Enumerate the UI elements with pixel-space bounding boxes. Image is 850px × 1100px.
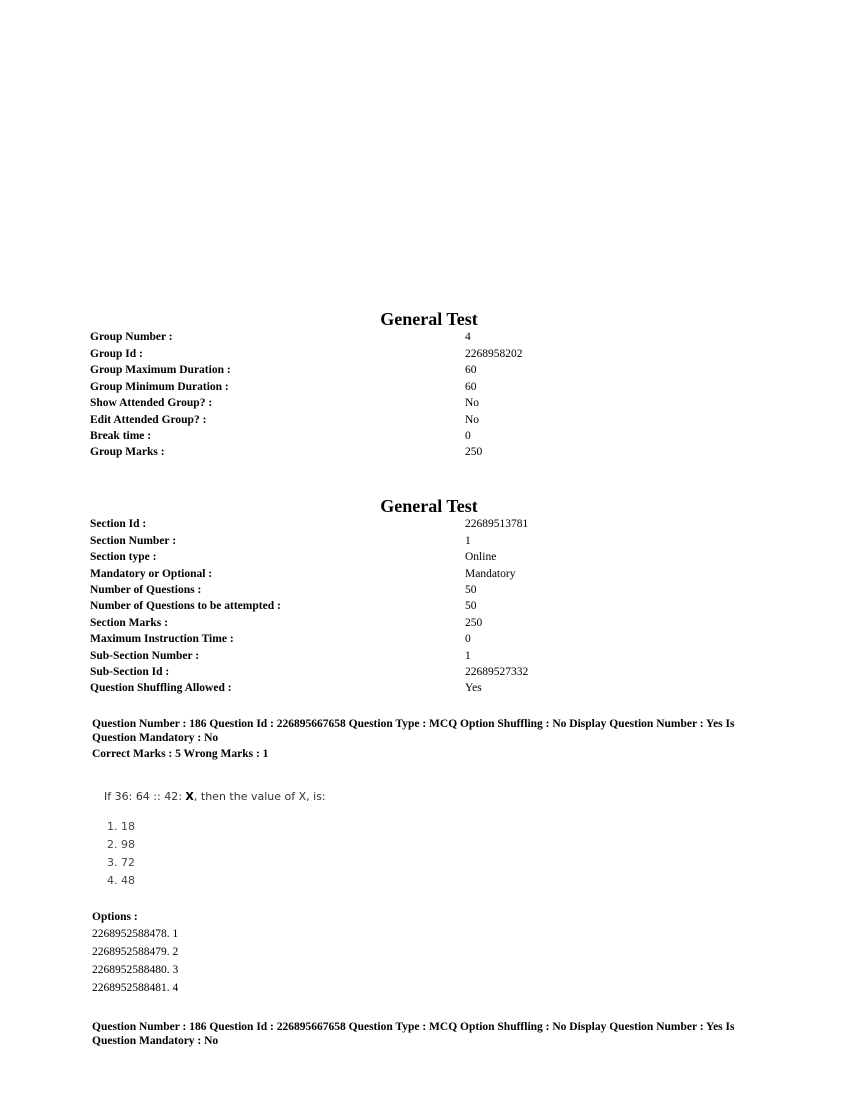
- group-max-duration-label: Group Maximum Duration :: [90, 364, 231, 376]
- break-time-value: 0: [465, 430, 471, 442]
- break-time-label: Break time :: [90, 430, 152, 442]
- group-id-row: [0, 348, 850, 364]
- group-marks-row: [0, 446, 850, 462]
- number-of-questions-label: Number of Questions :: [90, 584, 202, 596]
- max-instruction-time-label: Maximum Instruction Time :: [90, 633, 234, 645]
- number-of-questions-row: [0, 584, 850, 600]
- max-instruction-time-value: 0: [465, 633, 471, 645]
- group-max-duration-value: 60: [465, 364, 477, 376]
- group-min-duration-label: Group Minimum Duration :: [90, 381, 229, 393]
- section-marks-row: [0, 617, 850, 633]
- option-id-line: 2268952588478. 1: [92, 928, 179, 940]
- question-meta: Question Number : 186 Question Id : 226895667658 Question Type : MCQ Option Shuffling : No Display Question Number : Yes Is Question Mandatory : No: [92, 718, 735, 744]
- sub-section-id-row: [0, 666, 850, 682]
- questions-to-attempt-row: [0, 600, 850, 616]
- sub-section-number-label: Sub-Section Number :: [90, 650, 200, 662]
- group-id-label: Group Id :: [90, 348, 143, 360]
- option-id-line: 2268952588479. 2: [92, 946, 179, 958]
- sub-section-id-label: Sub-Section Id :: [90, 666, 170, 678]
- mandatory-optional-row: [0, 568, 850, 584]
- edit-attended-group-value: No: [465, 414, 480, 426]
- option-id-line: 2268952588480. 3: [92, 964, 179, 976]
- question-text: [104, 790, 326, 803]
- option-id-line: 2268952588481. 4: [92, 982, 179, 994]
- max-instruction-time-row: [0, 633, 850, 649]
- group-heading: General Test: [380, 309, 478, 329]
- sub-section-number-value: 1: [465, 650, 471, 662]
- show-attended-group-row: [0, 397, 850, 413]
- section-id-row: [0, 518, 850, 534]
- mandatory-optional-label: Mandatory or Optional :: [90, 568, 213, 580]
- section-marks-value: 250: [465, 617, 483, 629]
- group-max-duration-row: [0, 364, 850, 380]
- question-shuffling-row: [0, 682, 850, 698]
- sub-section-id-value: 22689527332: [465, 666, 529, 678]
- show-attended-group-value: No: [465, 397, 480, 409]
- break-time-row: [0, 430, 850, 446]
- question-text-after: , then the value of X, is:: [193, 790, 326, 803]
- question-choice: 2. 98: [107, 838, 135, 851]
- group-marks-label: Group Marks :: [90, 446, 165, 458]
- group-marks-value: 250: [465, 446, 483, 458]
- questions-to-attempt-label: Number of Questions to be attempted :: [90, 600, 281, 612]
- question-shuffling-label: Question Shuffling Allowed :: [90, 682, 232, 694]
- section-number-label: Section Number :: [90, 535, 177, 547]
- group-min-duration-value: 60: [465, 381, 477, 393]
- edit-attended-group-row: [0, 414, 850, 430]
- number-of-questions-value: 50: [465, 584, 477, 596]
- question-shuffling-value: Yes: [465, 682, 482, 694]
- question-choice: 3. 72: [107, 856, 135, 869]
- section-id-value: 22689513781: [465, 518, 529, 530]
- sub-section-number-row: [0, 650, 850, 666]
- group-number-label: Group Number :: [90, 331, 173, 343]
- question-choice: 4. 48: [107, 874, 135, 887]
- section-marks-label: Section Marks :: [90, 617, 168, 629]
- options-label: Options :: [92, 911, 138, 923]
- section-type-label: Section type :: [90, 551, 157, 563]
- section-type-value: Online: [465, 551, 497, 563]
- group-number-value: 4: [465, 331, 471, 343]
- section-heading: General Test: [380, 496, 478, 516]
- question-text-before: If 36: 64 :: 42:: [104, 790, 186, 803]
- questions-to-attempt-value: 50: [465, 600, 477, 612]
- question-choice: 1. 18: [107, 820, 135, 833]
- group-min-duration-row: [0, 381, 850, 397]
- group-id-value: 2268958202: [465, 348, 523, 360]
- section-type-row: [0, 551, 850, 567]
- question-variable: X: [185, 790, 194, 803]
- show-attended-group-label: Show Attended Group? :: [90, 397, 213, 409]
- section-id-label: Section Id :: [90, 518, 147, 530]
- edit-attended-group-label: Edit Attended Group? :: [90, 414, 207, 426]
- question-marks: Correct Marks : 5 Wrong Marks : 1: [92, 748, 269, 760]
- mandatory-optional-value: Mandatory: [465, 568, 516, 580]
- next-question-meta: Question Number : 186 Question Id : 226895667658 Question Type : MCQ Option Shuffling : No Display Question Number : Yes Is Question Mandatory : No: [92, 1021, 735, 1047]
- section-number-row: [0, 535, 850, 551]
- section-number-value: 1: [465, 535, 471, 547]
- group-number-row: [0, 331, 850, 347]
